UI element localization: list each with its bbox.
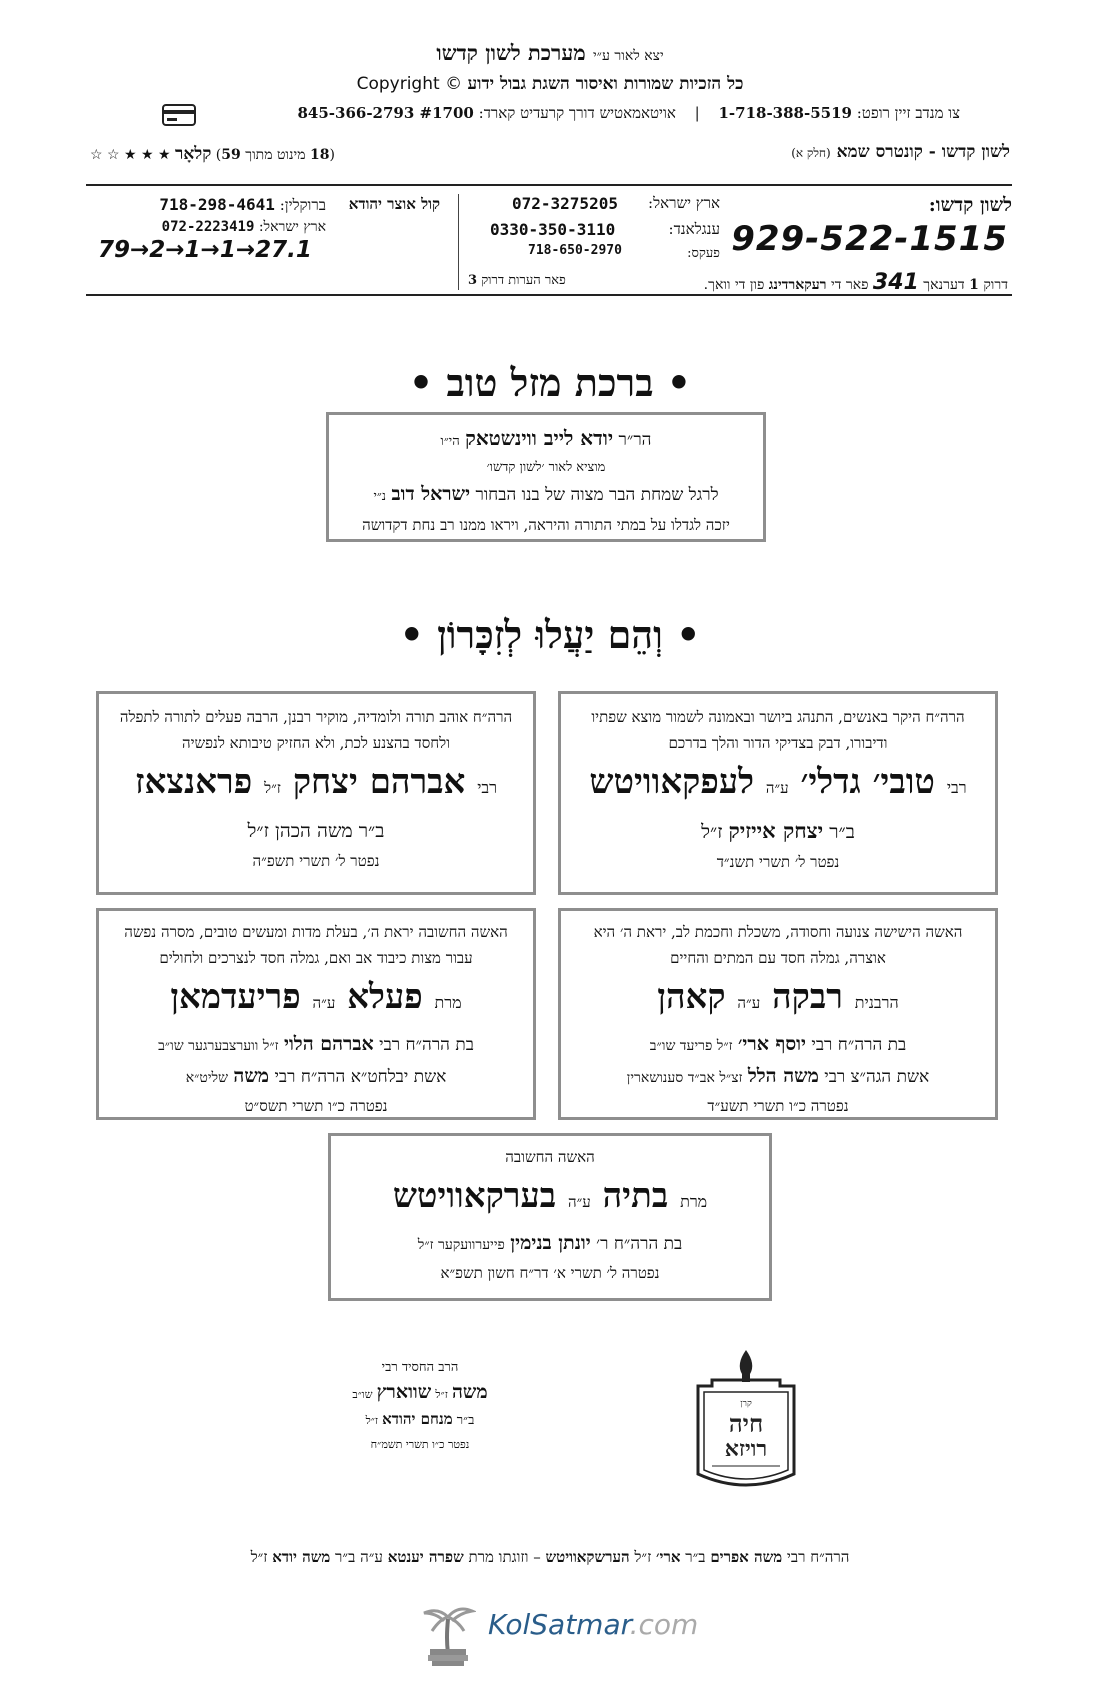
- dedication-name: הערשקאוויטש: [545, 1548, 630, 1566]
- husband-suffix: שליט״א: [185, 1070, 228, 1086]
- memorial-intro: האשה הישישה צנועה וחסודה, משכלת וחכמת לב, יראת ה׳ היא אוצרה, גמלה חסד עם המתים והחיים: [593, 923, 963, 967]
- israel-label: ארץ ישראל:: [648, 194, 720, 212]
- footer-memorial-title: הרב החסיד רבי: [381, 1360, 459, 1375]
- press-one: 1: [969, 277, 979, 293]
- name-honorific: ע״ה: [765, 779, 789, 797]
- first-name: משה: [451, 1381, 488, 1403]
- memorial-name: [571, 971, 985, 1029]
- mazel-tov-line2: מוציא לאור ׳לשון קדשו׳: [486, 460, 606, 475]
- father-prefix: ב״ר: [829, 821, 855, 843]
- notes-num: 3: [468, 273, 478, 288]
- father-name: יונתן בנימין: [510, 1232, 591, 1254]
- memorial-father: [113, 814, 519, 848]
- divider: [458, 194, 459, 290]
- father-name: יצחק אייזיק: [728, 818, 824, 843]
- series-name: לשון קדשו - קונטרס שמא: [836, 142, 1010, 162]
- dedication-part: הרה״ח רבי: [786, 1548, 850, 1566]
- husband-name: משה הלל: [747, 1065, 819, 1087]
- notes-line: [468, 272, 566, 288]
- minutes-now: 18: [309, 147, 330, 163]
- main-phone-label: לשון קדשו:: [928, 194, 1012, 216]
- memorial-date: נפטרה כ״ו תשרי תשע״ד: [707, 1097, 849, 1115]
- last-name: שווארץ: [376, 1381, 432, 1403]
- footer-memorial-date: נפטר כ״ו תשרי תשמ״ח: [370, 1438, 470, 1451]
- logo-name2: רויזא: [724, 1436, 768, 1462]
- publisher-line: [0, 40, 1100, 66]
- father-prefix: בת הרה״ח רבי: [811, 1035, 907, 1055]
- site-name: KolSatmar: [488, 1608, 630, 1641]
- minutes-text: מינוט מתוך: [245, 147, 306, 163]
- name-honorific: ע״ה: [567, 1193, 591, 1211]
- memorial-box: [96, 908, 536, 1120]
- auto-donate-phone[interactable]: 845-366-2793 #1700: [297, 104, 474, 122]
- name-prefix: מרת: [680, 1192, 708, 1211]
- last-name: קאהן: [657, 977, 726, 1017]
- dedication-name: ארי׳: [656, 1548, 681, 1566]
- memorial-title: וְהֵם יַעֲלוּ לְזִכָּרוֹן: [437, 612, 663, 657]
- honoree-suffix: הי״ו: [440, 434, 460, 449]
- first-name: פעלא: [347, 977, 423, 1017]
- series-part: (חלק א): [791, 146, 831, 160]
- fax-label: פעקס:: [687, 246, 720, 261]
- press-end: פון די וואך.: [703, 277, 765, 293]
- dedication-part: ז״ל: [250, 1548, 268, 1566]
- press-instructions: [704, 270, 1008, 295]
- bar-mitzvah-suffix: נ״י: [373, 489, 387, 504]
- father-suffix: ז״ל ווערצבערגער שו״ב: [158, 1038, 279, 1054]
- donate-label: צו מנדב זיין רופט:: [856, 104, 960, 122]
- press-post: פאר די: [830, 277, 869, 293]
- father-name: יוסף ארי׳: [737, 1033, 806, 1055]
- memorial-box: [328, 1133, 772, 1301]
- mazel-tov-line4: יזכה לגדלו על במתי התורה והיראה, ויראו ממנו רב נחת דקדושה: [362, 516, 730, 534]
- israel-number[interactable]: 072-3275205: [512, 194, 618, 213]
- press-code: 341: [872, 270, 919, 295]
- father-suffix: ז״ל: [701, 821, 723, 843]
- memorial-name: [113, 756, 519, 814]
- father-prefix: ב״ר: [358, 820, 385, 842]
- first-name: טובי׳ גדלי׳: [800, 762, 935, 802]
- name-suffix: שו״ב: [352, 1388, 373, 1401]
- memorial-father: [341, 1228, 759, 1260]
- england-label: ענגלאנד:: [668, 220, 720, 238]
- clock-rating: (18 מינוט מתוך 59) קלאָר ★ ★ ★ ☆ ☆: [90, 144, 335, 164]
- menu-code: 79→2→1→1→27.1: [98, 237, 312, 263]
- press-pre: דרוק: [983, 277, 1008, 293]
- memorial-father: [571, 1029, 985, 1061]
- brooklyn-number[interactable]: 718-298-4641: [159, 195, 275, 214]
- name-prefix: רבי: [477, 778, 497, 797]
- father-prefix: ב״ר: [456, 1413, 475, 1428]
- memorial-date: נפטרה ל׳ תשרי א׳ דר״ח חשון תשפ״א: [440, 1264, 660, 1282]
- logo-top-text: קרן: [740, 1399, 752, 1409]
- dedication-name: משה יודא: [272, 1548, 331, 1566]
- palm-tree-icon: [418, 1603, 476, 1667]
- name-prefix: מרת: [434, 993, 462, 1012]
- memorial-date: נפטר ל׳ תשרי תשנ״ד: [716, 853, 840, 871]
- brooklyn-label: ברוקלין:: [279, 196, 326, 214]
- name-prefix: הרבנית: [854, 993, 899, 1012]
- israel2-row: [96, 219, 326, 236]
- candle-logo-icon: [692, 1346, 800, 1496]
- memorial-name: [341, 1170, 759, 1228]
- memorial-intro: הרה״ח אוהב תורה ולומדיה, מוקיר רבנן, הרבה פעלים לתורה לתפלה ולחסד בהצנע לכת, ולא החזיק טיבותא לנפשיה: [119, 708, 513, 752]
- mazel-tov-heading: • ברכת מזל טוב •: [408, 360, 692, 405]
- memorial-husband: [109, 1061, 523, 1093]
- clarity-label: קלאָר: [175, 144, 212, 164]
- name-prefix: רבי: [946, 778, 967, 797]
- memorial-intro: הרה״ח היקר באנשים, התנהג ביושר ובאמונה לשמור מוצא שפתיו ודיבורו, דבק בצדיקי הדור והלך בדרכם: [591, 708, 965, 752]
- press-bold: רעקארדינג: [768, 277, 827, 293]
- name-honorific: ז״ל: [435, 1388, 448, 1401]
- father-suffix: ז״ל: [365, 1414, 379, 1427]
- memorial-intro: האשה החשובה: [505, 1148, 595, 1166]
- kol-otzar-title: קול אוצר יהודא: [348, 195, 440, 213]
- memorial-date: נפטרה כ״ו תשרי תשס״ט: [244, 1097, 388, 1115]
- publisher-name: מערכת לשון קדשו: [436, 40, 586, 65]
- father-suffix: ז״ל: [247, 820, 269, 842]
- father-prefix: בת הרה״ח ר׳: [596, 1234, 683, 1254]
- credit-card-icon: [162, 104, 196, 126]
- memorial-box: [558, 908, 998, 1120]
- series-title: [791, 142, 1010, 162]
- last-name: לעפקאוויטש: [589, 762, 754, 802]
- rights-line: [0, 74, 1100, 94]
- dedication-part: ב״ר: [685, 1548, 706, 1566]
- husband-prefix: אשת הגה״צ רבי: [824, 1067, 930, 1087]
- minutes-total: 59: [221, 147, 241, 163]
- auto-donate-label: אויטאמאטיש דורך קרעדיט קארד:: [478, 104, 676, 122]
- donate-phone[interactable]: 1-718-388-5519: [718, 104, 852, 122]
- father-name: מנחם יהודא: [382, 1410, 453, 1428]
- memorial-box: [96, 691, 536, 895]
- footer-memorial: [330, 1356, 510, 1457]
- husband-prefix: אשת יבלחט״א הרה״ח רבי: [274, 1067, 447, 1087]
- memorial-heading: • וְהֵם יַעֲלוּ לְזִכָּרוֹן •: [399, 612, 701, 657]
- memorial-name: [109, 971, 523, 1029]
- husband-name: משה: [233, 1065, 270, 1087]
- logo-name1: חיה: [728, 1409, 764, 1438]
- father-suffix: פייערוועקער ז״ל: [417, 1237, 505, 1253]
- dedication-line: [0, 1548, 1100, 1567]
- donation-line: צו מנדב זיין רופט: 1-718-388-5519 | אויטאמאטיש דורך קרעדיט קארד: 845-366-2793 #1700: [297, 104, 960, 122]
- memorial-box: [558, 691, 998, 895]
- press-mid: דערנאך: [923, 277, 965, 293]
- father-name: אברהם הלוי: [283, 1033, 374, 1055]
- dedication-name: משה אפרים: [710, 1548, 783, 1566]
- memorial-father: [109, 1029, 523, 1061]
- star-rating: ★ ★ ★ ☆ ☆: [90, 147, 171, 163]
- dedication-name: שפרה יענטא: [387, 1548, 464, 1566]
- last-name: בערקאוויטש: [392, 1176, 557, 1216]
- honoree-prefix: הר״ר: [618, 430, 652, 450]
- name-honorific: ז״ל: [264, 779, 281, 797]
- occasion-text: לרגל שמחת הבר מצוה של בנו הבחור: [475, 485, 719, 505]
- first-name: בתיה: [602, 1176, 669, 1216]
- main-phone-number[interactable]: 929-522-1515: [731, 219, 1008, 259]
- memorial-father: [575, 814, 981, 849]
- father-name: משה הכהן: [275, 820, 353, 842]
- husband-suffix: זצ״ל אב״ד סענושארין: [626, 1070, 743, 1086]
- last-name: פריעדמאן: [170, 977, 301, 1017]
- bar-mitzvah-name: ישראל דוב: [391, 483, 471, 505]
- site-logo[interactable]: [488, 1608, 698, 1641]
- father-prefix: בת הרה״ח רבי: [379, 1035, 474, 1055]
- england-number[interactable]: 0330-350-3110: [490, 220, 616, 239]
- last-name: פראנצאז: [135, 762, 253, 802]
- mazel-tov-title: ברכת מזל טוב: [446, 360, 654, 405]
- israel2-number[interactable]: 072-2223419: [161, 219, 255, 235]
- name-honorific: ע״ה: [737, 994, 761, 1012]
- site-tld: .com: [629, 1608, 699, 1641]
- dedication-part: ע״ה ב״ר: [335, 1548, 383, 1566]
- notes-text: פאר הערות דרוק: [481, 273, 566, 288]
- memorial-date: נפטר ל׳ תשרי תשפ״ה: [252, 852, 380, 870]
- memorial-husband: [571, 1061, 985, 1093]
- fax-number[interactable]: 718-650-2970: [528, 243, 622, 258]
- mazel-tov-box: [326, 412, 766, 542]
- dedication-part: – וזוגתו מרת: [468, 1548, 541, 1566]
- memorial-intro: האשה החשובה יראת ה׳, בעלת מדות ומעשים טובים, מסרה נפשה עבור מצות כיבוד אב ואם, גמלה חסד לנצרכים ולחולים: [124, 923, 508, 967]
- first-name: אברהם יצחק: [292, 762, 466, 802]
- footer-memorial-name: [330, 1380, 510, 1407]
- father-suffix: ז״ל פריעד שו״ב: [649, 1038, 733, 1054]
- brooklyn-row: [96, 195, 326, 215]
- honoree-name: יודא לייב ווינשטאק: [465, 426, 614, 450]
- publisher-prefix: יצא לאור ע״י: [593, 48, 664, 64]
- copyright-text: Copyright ©: [356, 74, 463, 94]
- memorial-name: [575, 756, 981, 814]
- footer-memorial-father: [330, 1407, 510, 1433]
- name-honorific: ע״ה: [312, 994, 336, 1012]
- israel2-label: ארץ ישראל:: [258, 219, 326, 235]
- rights-text: כל הזכיות שמורות ואיסור השגת גבול ידוע: [467, 74, 744, 94]
- first-name: רבקה: [772, 977, 843, 1017]
- mazel-tov-line3: [329, 479, 763, 512]
- mazel-tov-line1: [329, 423, 763, 457]
- dedication-part: ז״ל: [634, 1548, 652, 1566]
